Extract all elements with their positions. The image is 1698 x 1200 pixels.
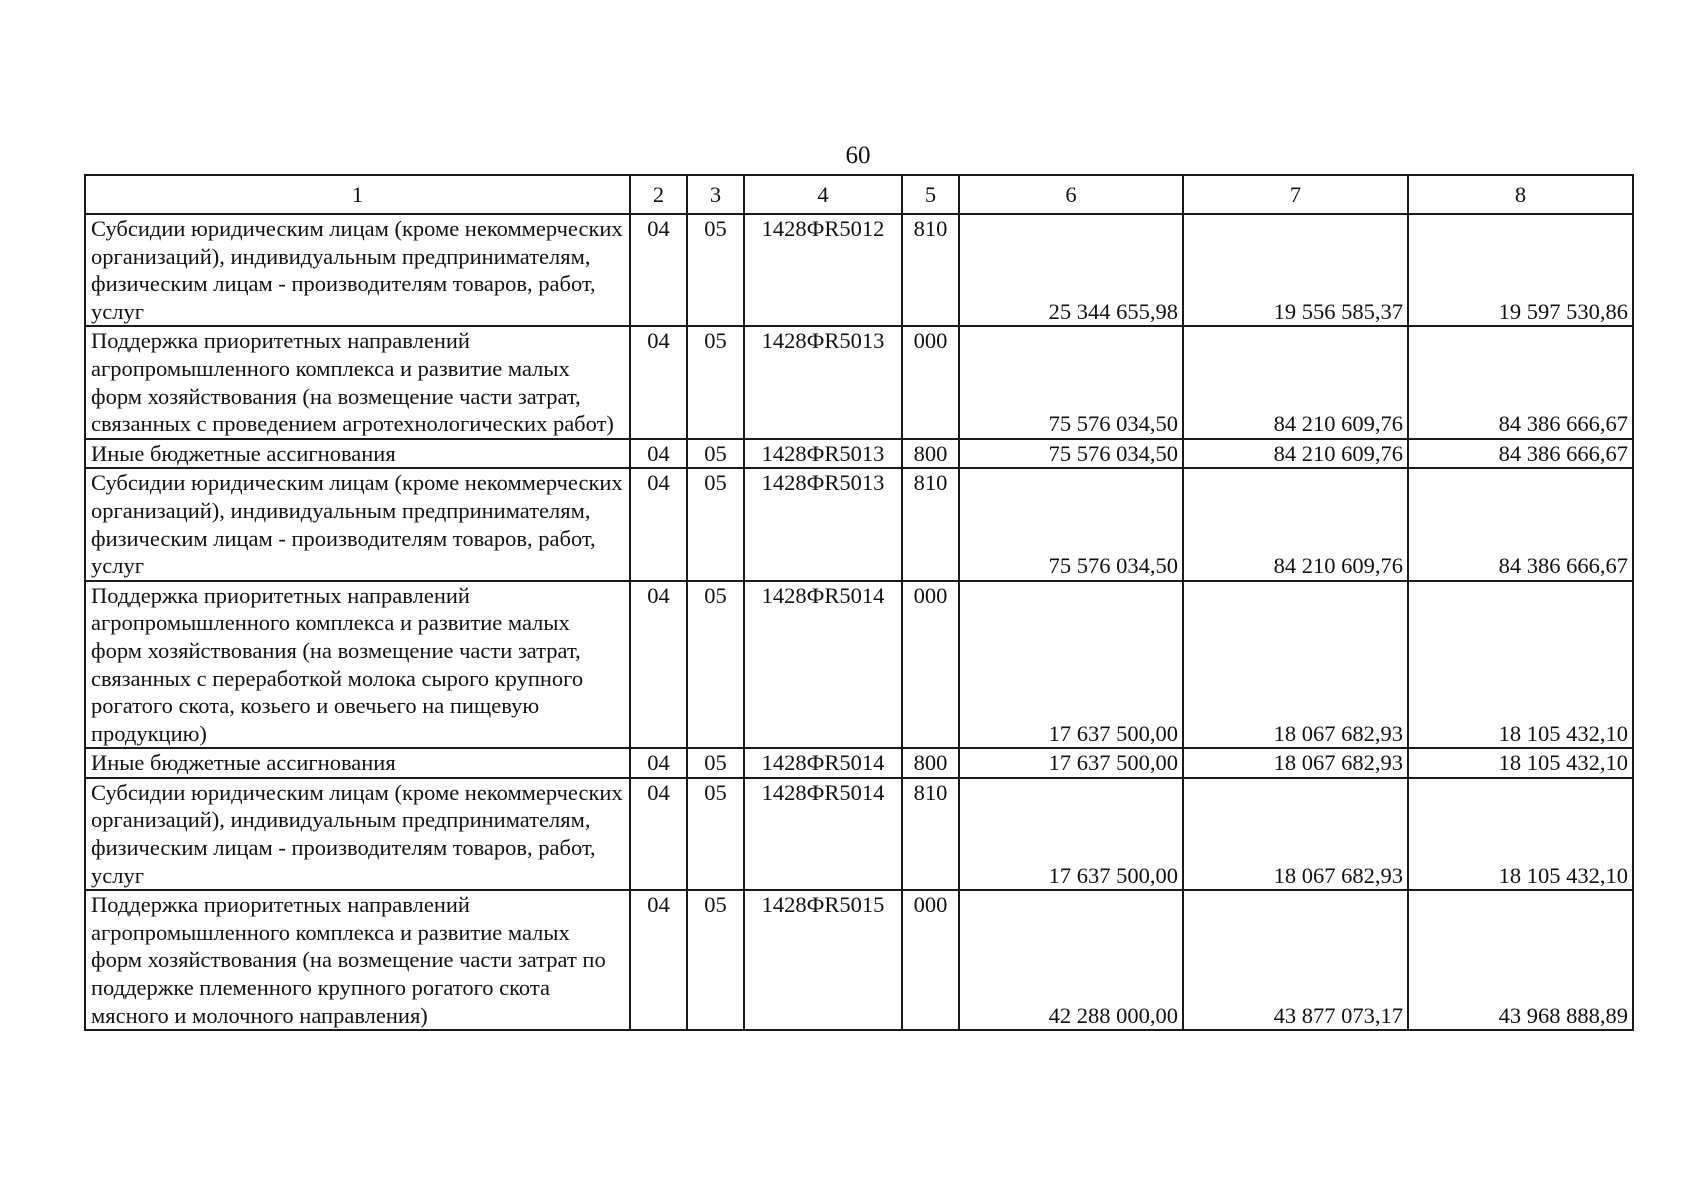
table-row <box>85 326 1633 438</box>
target-article-code: 1428ФR5014 <box>744 778 902 890</box>
amount-column-7: 19 556 585,37 <box>1183 214 1408 326</box>
section-code: 04 <box>630 326 687 438</box>
target-article-code: 1428ФR5013 <box>744 468 902 580</box>
amount-column-7: 18 067 682,93 <box>1183 748 1408 778</box>
subsection-code: 05 <box>687 326 744 438</box>
amount-column-6: 75 576 034,50 <box>959 468 1183 580</box>
amount-column-8: 43 968 888,89 <box>1408 890 1633 1030</box>
column-header: 6 <box>959 175 1183 214</box>
target-article-code: 1428ФR5013 <box>744 439 902 469</box>
column-header: 3 <box>687 175 744 214</box>
subsection-code: 05 <box>687 468 744 580</box>
amount-column-6: 17 637 500,00 <box>959 748 1183 778</box>
section-code: 04 <box>630 778 687 890</box>
column-header: 5 <box>902 175 959 214</box>
amount-column-8: 84 386 666,67 <box>1408 439 1633 469</box>
amount-column-6: 25 344 655,98 <box>959 214 1183 326</box>
section-code: 04 <box>630 468 687 580</box>
table-row <box>85 468 1633 580</box>
target-article-code: 1428ФR5014 <box>744 748 902 778</box>
expense-type-code: 810 <box>902 468 959 580</box>
row-description: Поддержка приоритетных направлений агропромышленного комплекса и развитие малых форм хозяйствования (на возмещение части затрат по поддержке племенного крупного рогатого скота мясного и молочного направления) <box>85 890 630 1030</box>
target-article-code: 1428ФR5015 <box>744 890 902 1030</box>
row-description: Субсидии юридическим лицам (кроме некоммерческих организаций), индивидуальным предпринимателям, физическим лицам - производителям товаров, работ, услуг <box>85 214 630 326</box>
table-row <box>85 581 1633 749</box>
row-description: Поддержка приоритетных направлений агропромышленного комплекса и развитие малых форм хозяйствования (на возмещение части затрат, связанных с проведением агротехнологических работ) <box>85 326 630 438</box>
section-code: 04 <box>630 890 687 1030</box>
section-code: 04 <box>630 581 687 749</box>
section-code: 04 <box>630 748 687 778</box>
table-row <box>85 890 1633 1030</box>
amount-column-6: 42 288 000,00 <box>959 890 1183 1030</box>
subsection-code: 05 <box>687 748 744 778</box>
subsection-code: 05 <box>687 778 744 890</box>
subsection-code: 05 <box>687 214 744 326</box>
column-header: 7 <box>1183 175 1408 214</box>
row-description: Субсидии юридическим лицам (кроме некоммерческих организаций), индивидуальным предпринимателям, физическим лицам - производителям товаров, работ, услуг <box>85 468 630 580</box>
column-header: 2 <box>630 175 687 214</box>
amount-column-7: 84 210 609,76 <box>1183 439 1408 469</box>
row-description: Поддержка приоритетных направлений агропромышленного комплекса и развитие малых форм хозяйствования (на возмещение части затрат, связанных с переработкой молока сырого крупного рогатого скота, козьего и овечьего на пищевую продукцию) <box>85 581 630 749</box>
subsection-code: 05 <box>687 439 744 469</box>
header-row <box>85 175 1633 214</box>
page-number: 60 <box>845 142 871 169</box>
amount-column-7: 43 877 073,17 <box>1183 890 1408 1030</box>
expense-type-code: 810 <box>902 214 959 326</box>
amount-column-7: 18 067 682,93 <box>1183 581 1408 749</box>
budget-table <box>84 174 1634 1031</box>
amount-column-8: 18 105 432,10 <box>1408 748 1633 778</box>
amount-column-7: 84 210 609,76 <box>1183 468 1408 580</box>
row-description: Субсидии юридическим лицам (кроме некоммерческих организаций), индивидуальным предпринимателям, физическим лицам - производителям товаров, работ, услуг <box>85 778 630 890</box>
amount-column-8: 18 105 432,10 <box>1408 778 1633 890</box>
expense-type-code: 800 <box>902 748 959 778</box>
amount-column-6: 75 576 034,50 <box>959 439 1183 469</box>
target-article-code: 1428ФR5013 <box>744 326 902 438</box>
amount-column-8: 84 386 666,67 <box>1408 326 1633 438</box>
column-header: 1 <box>85 175 630 214</box>
column-header: 4 <box>744 175 902 214</box>
table-row <box>85 214 1633 326</box>
target-article-code: 1428ФR5014 <box>744 581 902 749</box>
subsection-code: 05 <box>687 890 744 1030</box>
amount-column-8: 84 386 666,67 <box>1408 468 1633 580</box>
column-header: 8 <box>1408 175 1633 214</box>
amount-column-6: 75 576 034,50 <box>959 326 1183 438</box>
section-code: 04 <box>630 439 687 469</box>
subsection-code: 05 <box>687 581 744 749</box>
row-description: Иные бюджетные ассигнования <box>85 748 630 778</box>
section-code: 04 <box>630 214 687 326</box>
amount-column-6: 17 637 500,00 <box>959 778 1183 890</box>
row-description: Иные бюджетные ассигнования <box>85 439 630 469</box>
table-row <box>85 748 1633 778</box>
amount-column-7: 84 210 609,76 <box>1183 326 1408 438</box>
expense-type-code: 810 <box>902 778 959 890</box>
amount-column-7: 18 067 682,93 <box>1183 778 1408 890</box>
table-row <box>85 439 1633 469</box>
expense-type-code: 000 <box>902 890 959 1030</box>
target-article-code: 1428ФR5012 <box>744 214 902 326</box>
table-row <box>85 778 1633 890</box>
amount-column-8: 18 105 432,10 <box>1408 581 1633 749</box>
amount-column-6: 17 637 500,00 <box>959 581 1183 749</box>
expense-type-code: 000 <box>902 326 959 438</box>
expense-type-code: 000 <box>902 581 959 749</box>
amount-column-8: 19 597 530,86 <box>1408 214 1633 326</box>
expense-type-code: 800 <box>902 439 959 469</box>
